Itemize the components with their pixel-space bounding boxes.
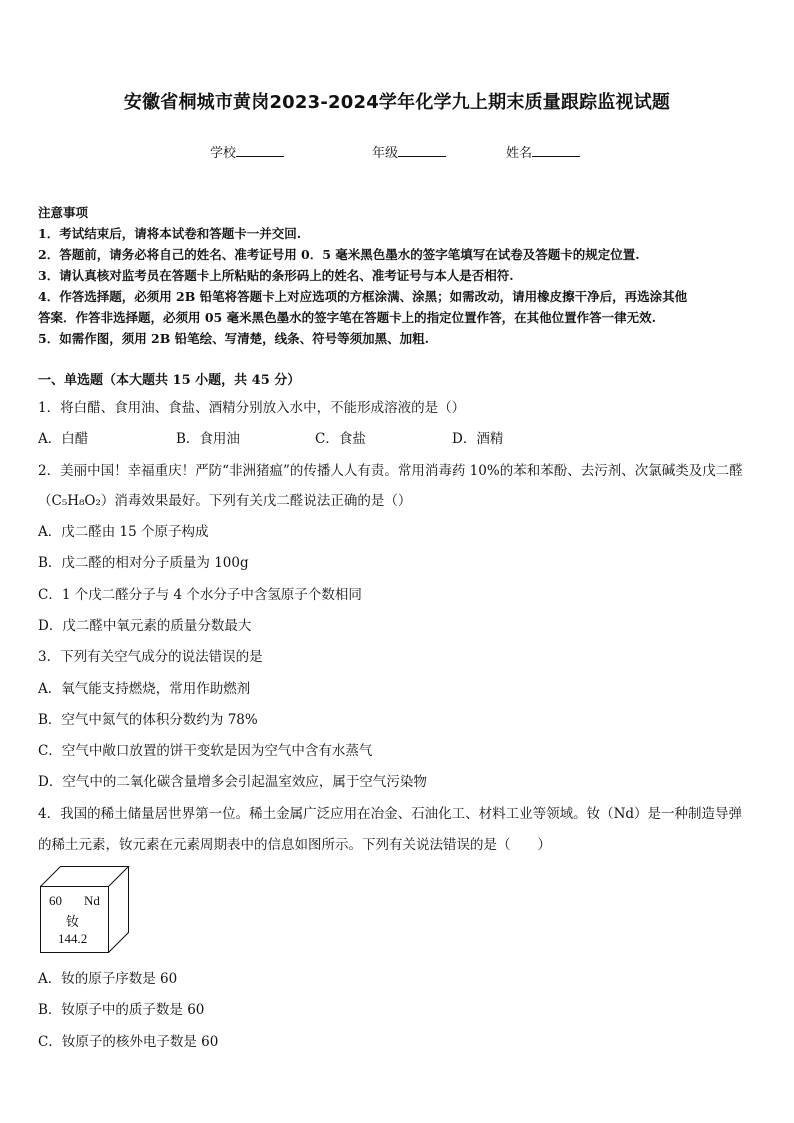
name-field (506, 142, 580, 161)
section-heading: 一、单选题（本大题共 15 小题，共 45 分） (38, 373, 301, 388)
q4-option-a: A．钕的原子序数是 60 (38, 971, 178, 987)
school-label: 学校 (210, 146, 237, 161)
question-2-stem-line2: （C₅H₈O₂）消毒效果最好。下列有关戊二醛说法正确的是（） (38, 493, 412, 509)
q1-option-d: D．酒精 (452, 431, 504, 447)
notice-item-1: 1．考试结束后，请将本试卷和答题卡一并交回. (38, 226, 302, 241)
q1-option-b: B．食用油 (176, 431, 240, 447)
q4-option-b: B．钕原子中的质子数是 60 (38, 1002, 205, 1018)
notice-item-2: 2．答题前，请务必将自己的姓名、准考证号用 0．5 毫米黑色墨水的签字笔填写在试卷及答题卡的规定位置. (38, 247, 640, 262)
notice-item-4: 4．作答选择题，必须用 2B 铅笔将答题卡上对应选项的方框涂满、涂黑；如需改动，请用橡皮擦干净后，再选涂其他 (38, 289, 688, 304)
question-4-stem-line2: 的稀土元素，钕元素在元素周期表中的信息如图所示。下列有关说法错误的是（ ） (38, 837, 551, 853)
element-name: 钕 (66, 915, 80, 930)
q3-option-d: D．空气中的二氧化碳含量增多会引起温室效应，属于空气污染物 (38, 774, 427, 790)
grade-field (372, 142, 446, 161)
element-atomic-number: 60 (49, 893, 62, 908)
name-blank (532, 144, 580, 157)
q1-option-a: A．白醋 (38, 431, 89, 447)
name-label: 姓名 (506, 146, 533, 161)
q1-option-c: C．食盐 (315, 431, 366, 447)
notice-heading: 注意事项 (38, 205, 89, 220)
q2-option-a: A．戊二醛由 15 个原子构成 (38, 524, 209, 540)
notice-item-5: 5．如需作图，须用 2B 铅笔绘、写清楚，线条、符号等须加黑、加粗. (38, 331, 430, 346)
element-cell-figure (40, 866, 132, 954)
q4-option-c: C．钕原子的核外电子数是 60 (38, 1034, 219, 1050)
element-symbol: Nd (84, 893, 100, 908)
grade-label: 年级 (372, 146, 399, 161)
question-1-stem: 1．将白醋、食用油、食盐、酒精分别放入水中，不能形成溶液的是（） (38, 400, 466, 416)
grade-blank (398, 144, 446, 157)
notice-item-4-cont: 答案．作答非选择题，必须用 05 毫米黑色墨水的签字笔在答题卡上的指定位置作答，在其他位置作答一律无效. (38, 310, 656, 325)
school-blank (236, 144, 284, 157)
q3-option-b: B．空气中氮气的体积分数约为 78% (38, 712, 258, 728)
page-title: 安徽省桐城市黄岗2023-2024学年化学九上期末质量跟踪监视试题 (123, 92, 671, 113)
q2-option-d: D．戊二醛中氧元素的质量分数最大 (38, 618, 252, 634)
element-atomic-mass: 144.2 (58, 931, 88, 946)
q2-option-c: C．1 个戊二醛分子与 4 个水分子中含氢原子个数相同 (38, 587, 362, 603)
question-2-stem-line1: 2．美丽中国！幸福重庆！严防“非洲猪瘟”的传播人人有责。常用消毒药 10%的苯和苯酚、去污剂、次氯碱类及戊二醛 (38, 463, 743, 479)
notice-item-3: 3．请认真核对监考员在答题卡上所粘贴的条形码上的姓名、准考证号与本人是否相符. (38, 268, 514, 283)
school-field (210, 142, 284, 161)
question-4-stem-line1: 4．我国的稀土储量居世界第一位。稀土金属广泛应用在冶金、石油化工、材料工业等领域。钕（Nd）是一种制造导弹 (38, 806, 743, 822)
q3-option-a: A．氧气能支持燃烧，常用作助燃剂 (38, 681, 251, 697)
q3-option-c: C．空气中敞口放置的饼干变软是因为空气中含有水蒸气 (38, 743, 373, 759)
question-3-stem: 3．下列有关空气成分的说法错误的是 (38, 649, 263, 665)
q2-option-b: B．戊二醛的相对分子质量为 100g (38, 555, 249, 571)
